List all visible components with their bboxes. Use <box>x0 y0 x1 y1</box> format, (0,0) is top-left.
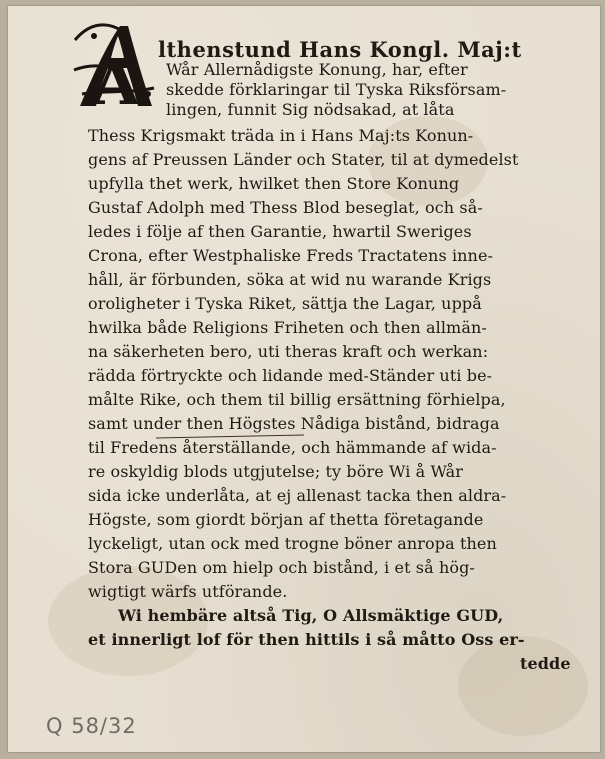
text-line: re oskyldig blods utgjutelse; ty böre Wi å Wår <box>88 462 463 481</box>
text-line: sida icke underlåta, at ej allenast tacka then aldra- <box>88 486 507 505</box>
text-line: Thess Krigsmakt träda in i Hans Maj:ts Konun- <box>88 126 474 145</box>
text-line: målte Rike, och them til billig ersättning förhielpa, <box>88 390 506 409</box>
archive-reference: Q 58/32 <box>46 714 137 738</box>
text-line: oroligheter i Tyska Riket, sättja the Lagar, uppå <box>88 294 482 313</box>
text-line: Wi hembäre altså Tig, O Allsmäktige GUD, <box>118 606 504 625</box>
text-line: skedde förklaringar til Tyska Riksförsam- <box>166 80 507 99</box>
text-line: lyckeligt, utan ock med trogne böner anropa then <box>88 534 497 553</box>
text-line: lthenstund Hans Kongl. Maj:t <box>158 37 522 62</box>
text-line: til Fredens återställande, och hämmande af wida- <box>88 438 497 457</box>
text-line: rädda förtryckte och lidande med-Ständer uti be- <box>88 366 493 385</box>
text-line: Stora GUDen om hielp och bistånd, i et så hög- <box>88 558 475 577</box>
text-line: Högste, som giordt början af thetta företagande <box>88 510 484 529</box>
text-line: samt under then Högstes Nådiga bistånd, bidraga <box>88 414 500 433</box>
text-line: wigtigt wärfs utförande. <box>88 582 288 601</box>
paper-stain <box>458 636 588 736</box>
text-line: upfylla thet werk, hwilket then Store Konung <box>88 174 460 193</box>
drop-cap-letter: A <box>91 46 141 114</box>
ornate-drop-cap <box>72 18 160 114</box>
document-page <box>8 6 600 752</box>
text-line: ledes i följe af then Garantie, hwartil Sweriges <box>88 222 472 241</box>
text-line: Crona, efter Westphaliske Freds Tractatens inne- <box>88 246 494 265</box>
text-line: Gustaf Adolph med Thess Blod beseglat, och så- <box>88 198 483 217</box>
text-line: håll, är förbunden, söka at wid nu warande Krigs <box>88 270 492 289</box>
text-line: Wår Allernådigste Konung, har, efter <box>166 60 468 79</box>
catchword: tedde <box>520 654 571 673</box>
text-line: et innerligt lof för then hittils i så måtto Oss er- <box>88 630 525 649</box>
text-line: gens af Preussen Länder och Stater, til at dymedelst <box>88 150 519 169</box>
text-line: lingen, funnit Sig nödsakad, at låta <box>166 100 455 119</box>
text-line: na säkerheten bero, uti theras kraft och werkan: <box>88 342 489 361</box>
text-line: hwilka både Religions Friheten och then allmän- <box>88 318 487 337</box>
